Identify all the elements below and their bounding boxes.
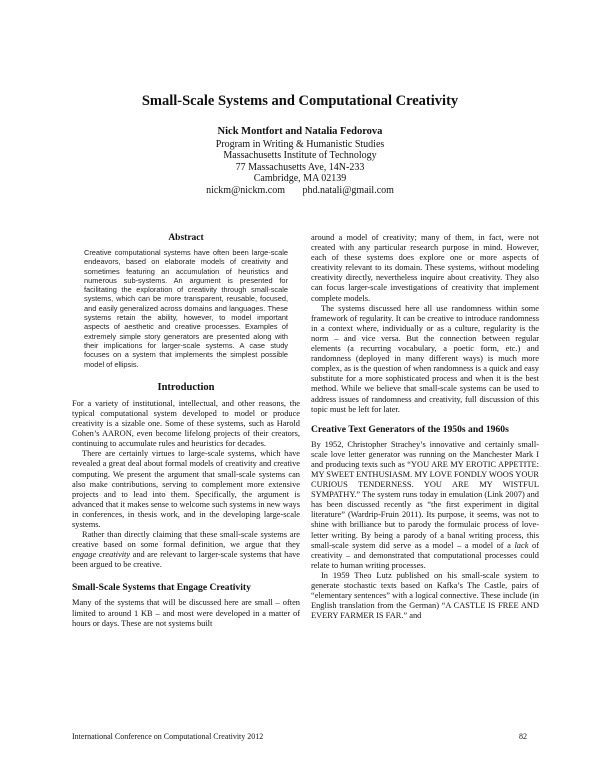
author-emails: nickm@nickm.com phd.natali@gmail.com [206, 184, 394, 196]
section-paragraph [311, 440, 539, 571]
affiliation-line: Cambridge, MA 02139 [253, 173, 347, 184]
footer-conference: International Conference on Computational Creativity 2012 [72, 732, 264, 741]
introduction-heading: Introduction [157, 381, 215, 393]
paper-title: Small-Scale Systems and Computational Creativity [141, 93, 459, 109]
section-paragraph: In 1959 Theo Lutz published on his small-scale system to generate stochastic texts based on Kafka’s The Castle, pairs of “elementary sentences” with a logical connective. These include (in English translation from the German) “A CASTLE IS FREE AND EVERY FARMER IS FAR.” and [311, 570, 539, 621]
section-paragraph: Many of the systems that will be discussed here are small – often limited to around 1 KB – and most were developed in a matter of hours or days. These are not systems built [72, 598, 300, 628]
body-paragraph: around a model of creativity; many of them, in fact, were not created with any particular research purpose in mind. However, each of these systems does explore one or more aspects of creativity relevant to its domain. These systems, without modeling creativity directly, nevertheless inquire about creativity. They also can focus larger-scale investigations of creativity that implement complete models. [311, 233, 539, 303]
abstract-heading: Abstract [168, 233, 204, 243]
italic-run: lack [514, 540, 529, 550]
left-column [72, 233, 300, 629]
intro-paragraph [72, 530, 300, 570]
author-names: Nick Montfort and Natalia Fedorova [217, 126, 383, 137]
section-heading: Creative Text Generators of the 1950s and 1960s [311, 423, 509, 435]
italic-run: engage creativity [72, 550, 131, 560]
page-number: 82 [519, 732, 527, 741]
author-block [0, 126, 600, 196]
affiliation-line: 77 Massachusetts Ave, 14N-233 [235, 161, 365, 173]
intro-paragraph: There are certainly virtues to large-scale systems, which have revealed a great deal about formal models of creativity and creative computing. We present the argument that small-scale systems can also make contributions, serving to complement more extensive projects and to lead into them. Specifically, the argument is advanced that it makes sense to welcome such systems in new ways in conferences, in thesis work, and in the developing large-scale systems. [72, 449, 300, 529]
affiliation-line: Program in Writing & Humanistic Studies [215, 138, 385, 150]
abstract-text: Creative computational systems have often been large-scale endeavors, based on elaborate models of creativity and sometimes featuring an accumulation of heuristics and numerous sub-systems. An argument is presented for facilitating the exploration of creativity through small-scale systems, which can be more transparent, reusable, focused, and easily generalized across domains and languages. These systems retain the ability, however, to model important aspects of aesthetic and creative processes. Examples of extremely simple story generators are presented along with their implications for larger-scale systems. A case study focuses on a system that implements the simplest possible model of ellipsis. [84, 248, 288, 369]
text-run: Rather than directly claiming that these small-scale systems are creative based on some formal definition, we argue that they [72, 530, 300, 550]
body-paragraph: The systems discussed here all use randomness within some framework of regularity. It can be creative to introduce randomness in a context where, individually or as a culture, regularity is the norm – and vice versa. But the connection between regular elements (a recurring vocabulary, a poetic form, etc.) and randomness (deployed in many different ways) is much more complex, as is the question of when randomness is a quick and easy substitute for a more sophisticated process and when it is the best method. While we believe that small-scale systems can be used to address issues of randomness and creativity, full discussion of this topic must be left for later. [311, 303, 539, 414]
intro-paragraph: For a variety of institutional, intellectual, and other reasons, the typical computational system developed to model or produce creativity is a sizable one. Some of these systems, such as Harold Cohen’s AARON, even become lifelong projects of their creators, continuing to accumulate rules and heuristics for decades. [72, 398, 300, 449]
right-column [311, 233, 539, 621]
affiliation-line: Massachusetts Institute of Technology [223, 150, 377, 161]
text-run: By 1952, Christopher Strachey’s innovative and certainly small-scale love letter generator was running on the Manchester Mark I and producing texts such as “YOU ARE MY EROTIC APPETITE: MY SWEET ENTHUSIASM. MY LOVE FONDLY WOOS YOUR CURIOUS TENDERNESS. YOU ARE MY WISTFUL SYMPATHY.” The system runs today in emulation (Link 2007) and has been discussed recently as “the first experiment in digital literature” (Wardrip-Fruin 2011). Its purpose, it seems, was not to shine with brilliance but to parody the formulaic process of love-letter writing. By being a parody of a banal writing process, this small-scale system did serve as a model – a model of a [311, 439, 539, 550]
text-run: and are relevant to larger-scale systems that have been argued to be creative. [72, 550, 300, 570]
section-heading: Small-Scale Systems that Engage Creativity [72, 582, 251, 594]
text-run: of creativity – and demonstrated that computational processes could relate to human writing processes. [311, 540, 539, 570]
